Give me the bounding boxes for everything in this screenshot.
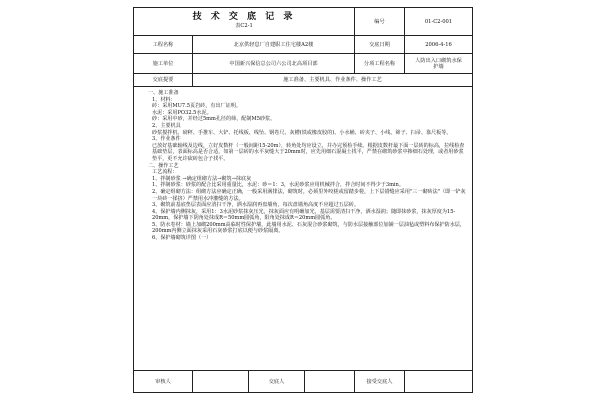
reviewer-signature <box>192 371 248 392</box>
contractor-value: 中国新兴保信总公司六公司北高项目部 <box>192 54 354 73</box>
content-line: 3、砌筑前基底垫层表面应清扫干净，洒水湿润再盘墙角，每次盘墙角高度不应超过五层砖。 <box>152 202 359 209</box>
content-line: 2、确定组砌方法：组砌方法应确定正确，一般采用满排法，砌筑时，必须里外咬槎或留踏步槎，上下层错缝应采用"三一砌砖法"（即一铲灰一块砖一揉挤）严禁用水冲灌缝的方法。 <box>152 188 466 202</box>
presenter-label: 交底人 <box>248 371 304 392</box>
content-line: 1、材料： <box>152 96 176 103</box>
contractor-row <box>134 54 472 74</box>
content-line: 3、作业条件 <box>152 136 181 143</box>
number-label: 编号 <box>354 8 404 35</box>
date-value: 2006-4-16 <box>404 36 472 53</box>
content-line: 已放好基础轴线及边线，立好皮数杆（一般间距15-20m），转角处均应设立，并办完预检手续。根据皮数杆最下面一层砖的标高，拉线检查基础垫层，表面标高是否合适，如第一层砖的水平灰缝大于20mm时，应先用细石混凝土找平，严禁在砌筑砂浆中掺细石处理，或者用砂浆垫平，更不允许砍砖包合子找平。 <box>152 142 465 162</box>
content-line: 水泥：采用PO32.5水泥。 <box>152 109 212 116</box>
content-line: 砂：采用中砂，并经过5mm孔径的筛，配制M5砂浆。 <box>152 116 276 123</box>
content-line: 4、保护墙内侧抹灰，采用1：3水泥砂浆抹灰压光，抹灰面应有明确加光，基层需要清扫干净，洒水湿润；随即抹砂浆，抹灰厚度为15-20mm，保护墙下阴角处抹成R＝50mm圆弧角，阳角处抹成R＝20mm圆弧角。 <box>152 208 456 222</box>
content-line: 砖：采用MU7.5页岩砖，有出厂证明。 <box>152 103 241 110</box>
presenter-signature <box>304 371 354 392</box>
project-name-label: 工程名称 <box>152 41 174 48</box>
content-line: 5、防水卷材：墙上加砌200mm高临时性保护墙，此墙用水泥、石灰混合砂浆砌筑，与防水层接触部位加铺一层油毡或塑料布保护防水层，200mm内侧立面抹灰采用石灰砂浆打底以便与砂浆隔离。 <box>152 221 465 235</box>
number-value: 01-C2-001 <box>404 8 472 35</box>
sub-project-label: 分项工程名称 <box>354 54 404 73</box>
contractor-label: 施工单位 <box>152 60 174 67</box>
sub-project-value: 人防出入口砌筑水保护墙 <box>404 54 472 73</box>
content-line: 砂浆搅拌机、磅秤、手推车、大铲、托线板、线坠、钢卷尺、灰槽(铁或橡皮胶的)、小水桶、砖夹子、小线、筛子、扫帚、靠尺板等。 <box>152 129 452 136</box>
content-line: 二、操作工艺 <box>148 162 179 169</box>
receiver-signature <box>404 371 472 392</box>
receiver-label: 接受交底人 <box>354 371 404 392</box>
content-line: 1、拌制砂浆：砂浆的配合比采用重量比，水泥：砂＝1：3，水泥砂浆应用机械拌合，拌合时间不得少于3min。 <box>152 182 404 189</box>
summary-label: 交底提要 <box>152 77 174 83</box>
title-block <box>134 8 354 35</box>
summary-row <box>134 74 472 87</box>
content-line: 1、拌制砂浆 →确定组砌方法→砌筑→抹底灰 <box>152 175 252 182</box>
summary-value: 施工准备、主要机具、作业条件、操作工艺 <box>192 74 472 86</box>
reviewer-label: 审核人 <box>155 378 171 385</box>
date-label: 交底日期 <box>354 36 404 53</box>
content-line: 2、主要机具 <box>152 122 181 129</box>
project-name-value: 北京供轻息厂自建职工住宅楼A2楼 <box>192 36 354 53</box>
title-row <box>134 8 472 36</box>
form-code: 表C2-1 <box>235 23 253 29</box>
technical-disclosure-form <box>133 7 473 393</box>
disclosure-content <box>134 87 472 370</box>
form-title: 技 术 交 底 记 录 <box>192 12 296 22</box>
signature-row <box>134 370 472 392</box>
content-line: 工艺流程： <box>152 169 178 176</box>
content-line: 一、施工准备 <box>148 90 179 96</box>
content-line: 6、保护墙砌筑详图（一） <box>152 235 212 242</box>
project-row <box>134 36 472 54</box>
